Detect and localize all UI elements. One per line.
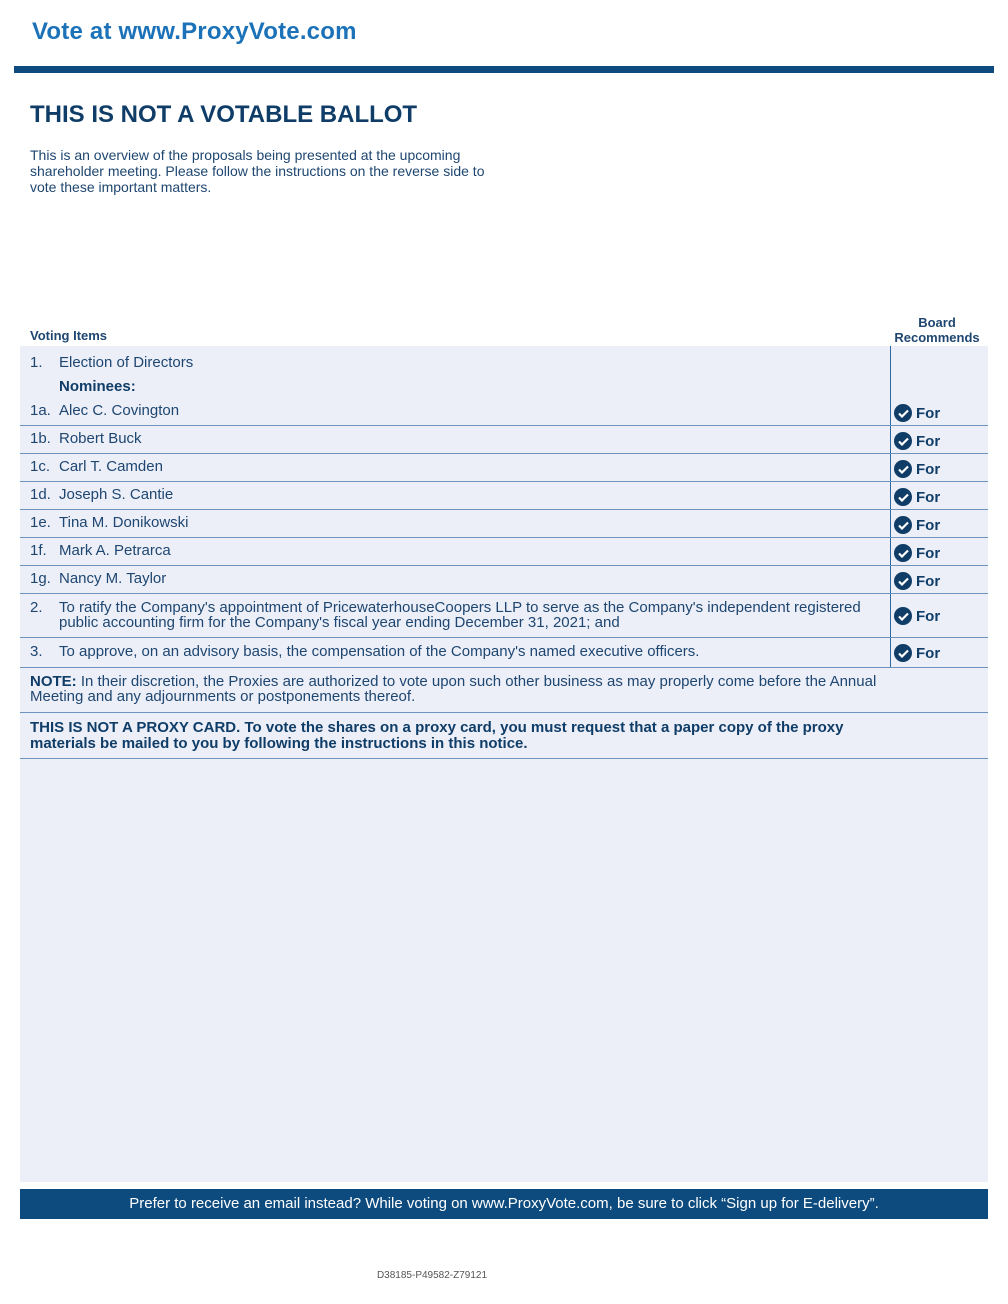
nominee-row-1a: [20, 398, 988, 426]
nominee-number: 1d.: [30, 486, 51, 503]
check-circle-icon: [894, 432, 912, 450]
nominee-name: Tina M. Donikowski: [59, 514, 189, 531]
board-recommendation: [894, 432, 940, 450]
nominee-number: 1c.: [30, 458, 51, 475]
nominee-number: 1a.: [30, 402, 51, 419]
check-circle-icon: [894, 544, 912, 562]
nominee-name: Nancy M. Taylor: [59, 570, 167, 587]
board-label-line1: Board: [918, 315, 956, 330]
recommendation-label: For: [916, 488, 941, 506]
nominee-row-1g: [20, 566, 988, 594]
check-circle-icon: [894, 488, 912, 506]
nominee-name: Carl T. Camden: [59, 458, 163, 475]
nominee-name: Robert Buck: [59, 430, 142, 447]
nominee-number: 1g.: [30, 570, 51, 587]
board-label-line2: Recommends: [894, 330, 980, 345]
recommendation-label: For: [916, 644, 941, 662]
item-2-row: [20, 594, 988, 638]
item-3-text: To approve, on an advisory basis, the compensation of the Company's named executive officers.: [59, 643, 700, 660]
recommendation-label: For: [916, 572, 941, 590]
recommendation-label: For: [916, 460, 941, 478]
board-recommendation: [894, 572, 940, 590]
check-circle-icon: [894, 644, 912, 662]
note-text: [30, 674, 910, 704]
check-circle-icon: [894, 460, 912, 478]
nominee-row-1d: [20, 482, 988, 510]
nominee-name: Joseph S. Cantie: [59, 486, 174, 503]
board-recommendation: [894, 644, 940, 662]
proxy-card-notice-row: [20, 713, 988, 759]
recommendation-label: For: [916, 544, 941, 562]
check-circle-icon: [894, 572, 912, 590]
recommendation-label: For: [916, 607, 941, 625]
item-3-row: [20, 638, 988, 668]
nominee-row-1f: [20, 538, 988, 566]
board-recommendation: [894, 488, 940, 506]
recommendation-label: For: [916, 404, 941, 422]
nominee-number: 1f.: [30, 542, 47, 559]
check-circle-icon: [894, 607, 912, 625]
recommendation-label: For: [916, 432, 941, 450]
document-code: D38185-P49582-Z79121: [376, 1270, 488, 1281]
note-label: NOTE:: [30, 673, 77, 690]
item-2-text: To ratify the Company's appointment of PricewaterhouseCoopers LLP to serve as the Company's independent registered public accounting firm for the Company's fiscal year ending December 31, 2021; and: [59, 599, 861, 631]
check-circle-icon: [894, 516, 912, 534]
note-row: [20, 668, 988, 713]
proxy-card-notice: THIS IS NOT A PROXY CARD. To vote the shares on a proxy card, you must request that a paper copy of the proxy materials be mailed to you by following the instructions in this notice.: [30, 719, 844, 752]
board-recommendation: [894, 460, 940, 478]
ballot-title: THIS IS NOT A VOTABLE BALLOT: [30, 101, 418, 128]
nominee-row-1c: [20, 454, 988, 482]
check-circle-icon: [894, 404, 912, 422]
edelivery-banner: Prefer to receive an email instead? While voting on www.ProxyVote.com, be sure to click “Sign up for E-delivery”.: [20, 1189, 988, 1219]
board-recommends-label: [888, 315, 986, 345]
item-1-text: Election of Directors: [59, 354, 194, 371]
item-3-number: 3.: [30, 643, 43, 660]
nominee-name: Mark A. Petrarca: [59, 542, 171, 559]
header-rule: [14, 66, 994, 73]
header-title: Vote at www.ProxyVote.com: [32, 18, 357, 45]
board-recommendation: [894, 607, 940, 625]
ballot-intro: This is an overview of the proposals being presented at the upcoming shareholder meeting. Please follow the instructions on the reverse side to vote these important matters.: [30, 147, 485, 195]
note-body: In their discretion, the Proxies are authorized to vote upon such other business as may properly come before the Annual Meeting and any adjournments or postponements thereof.: [30, 673, 877, 705]
recommendation-label: For: [916, 516, 941, 534]
nominee-row-1e: [20, 510, 988, 538]
nominee-number: 1b.: [30, 430, 51, 447]
nominee-row-1b: [20, 426, 988, 454]
item-2-number: 2.: [30, 599, 43, 616]
item-1-row: [20, 350, 988, 374]
nominee-number: 1e.: [30, 514, 51, 531]
item-1-number: 1.: [30, 354, 43, 371]
nominee-name: Alec C. Covington: [59, 402, 180, 419]
voting-items-label: Voting Items: [30, 328, 108, 343]
board-recommendation: [894, 544, 940, 562]
nominees-label: Nominees:: [59, 378, 136, 395]
board-recommendation: [894, 516, 940, 534]
board-recommendation: [894, 404, 940, 422]
